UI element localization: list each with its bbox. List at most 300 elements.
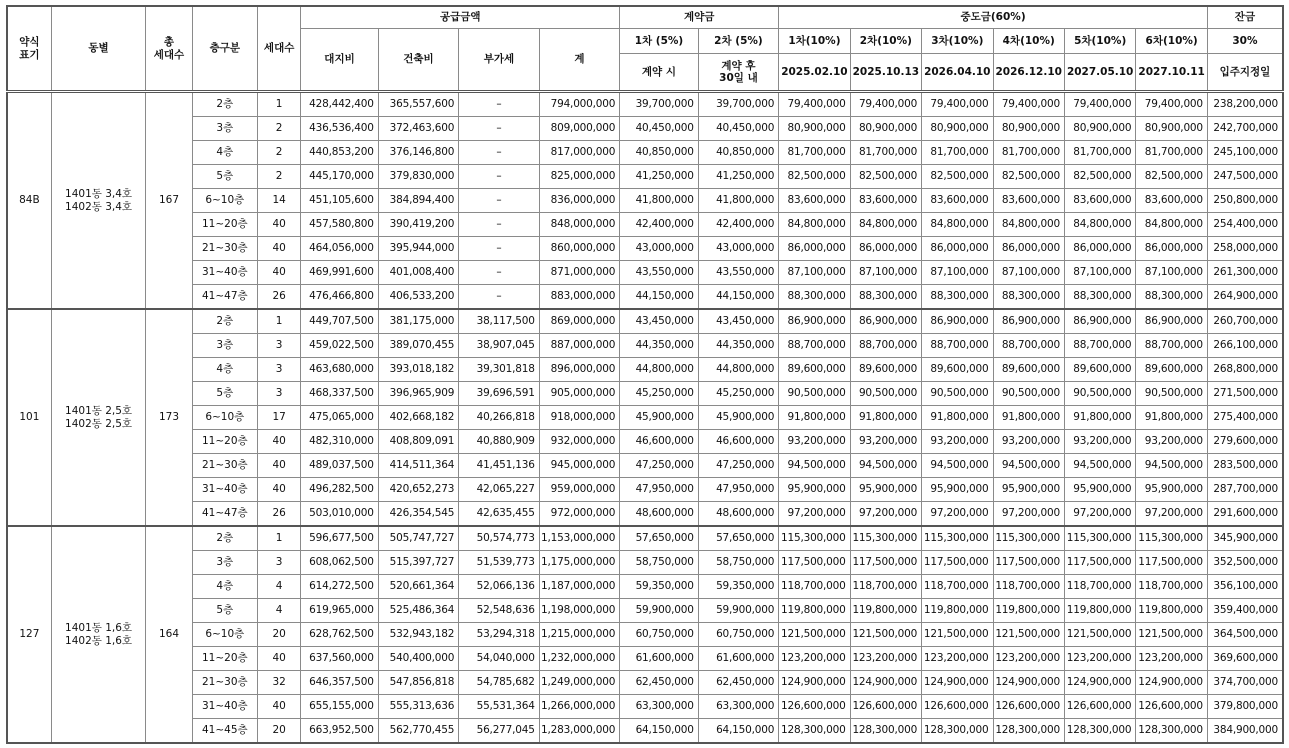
- middle-payment-5-cell: 124,900,000: [1064, 671, 1135, 695]
- floor-cell: 4층: [192, 141, 257, 165]
- contract-1-cell: 64,150,000: [620, 719, 698, 744]
- total-price-cell: 794,000,000: [539, 92, 620, 117]
- middle-payment-2-cell: 91,800,000: [850, 406, 921, 430]
- contract-2-cell: 45,900,000: [698, 406, 778, 430]
- balance-cell: 352,500,000: [1207, 551, 1283, 575]
- floor-cell: 21~30층: [192, 671, 257, 695]
- land-price-cell: 655,155,000: [301, 695, 378, 719]
- total-price-cell: 972,000,000: [539, 502, 620, 527]
- floor-cell: 5층: [192, 382, 257, 406]
- land-price-cell: 440,853,200: [301, 141, 378, 165]
- middle-payment-1-cell: 87,100,000: [779, 261, 850, 285]
- middle-payment-2-cell: 115,300,000: [850, 526, 921, 551]
- table-row: [7, 213, 1283, 237]
- middle-payment-1-cell: 115,300,000: [779, 526, 850, 551]
- middle-payment-4-cell: 91,800,000: [993, 406, 1064, 430]
- middle-payment-5-cell: 88,300,000: [1064, 285, 1135, 310]
- contract-2-cell: 41,250,000: [698, 165, 778, 189]
- middle-payment-6-cell: 94,500,000: [1136, 454, 1208, 478]
- floor-cell: 31~40층: [192, 695, 257, 719]
- middle-payment-5-cell: 84,800,000: [1064, 213, 1135, 237]
- land-price-cell: 482,310,000: [301, 430, 378, 454]
- units-cell: 4: [258, 575, 301, 599]
- middle-payment-5-cell: 80,900,000: [1064, 117, 1135, 141]
- land-price-cell: 463,680,000: [301, 358, 378, 382]
- total-price-cell: 848,000,000: [539, 213, 620, 237]
- header-middle-5: 5차(10%): [1064, 29, 1135, 54]
- contract-2-cell: 41,800,000: [698, 189, 778, 213]
- header-contract-1: 1차 (5%): [620, 29, 698, 54]
- total-price-cell: 945,000,000: [539, 454, 620, 478]
- contract-2-cell: 43,000,000: [698, 237, 778, 261]
- units-cell: 40: [258, 213, 301, 237]
- middle-payment-3-cell: 97,200,000: [922, 502, 993, 527]
- contract-1-cell: 61,600,000: [620, 647, 698, 671]
- header-middle-date-5: 2027.05.10: [1064, 54, 1135, 92]
- balance-cell: 258,000,000: [1207, 237, 1283, 261]
- header-units: 세대수: [258, 6, 301, 92]
- middle-payment-6-cell: 86,900,000: [1136, 309, 1208, 334]
- middle-payment-1-cell: 93,200,000: [779, 430, 850, 454]
- middle-payment-3-cell: 94,500,000: [922, 454, 993, 478]
- units-cell: 1: [258, 92, 301, 117]
- header-total-units: 총 세대수: [146, 6, 192, 92]
- total-price-cell: 1,232,000,000: [539, 647, 620, 671]
- middle-payment-5-cell: 79,400,000: [1064, 92, 1135, 117]
- table-row: [7, 599, 1283, 623]
- middle-payment-3-cell: 89,600,000: [922, 358, 993, 382]
- middle-payment-4-cell: 87,100,000: [993, 261, 1064, 285]
- dong-line: 1402동 2,5호: [65, 417, 133, 430]
- land-price-cell: 637,560,000: [301, 647, 378, 671]
- header-total: 계: [539, 29, 620, 92]
- table-row: [7, 309, 1283, 334]
- middle-payment-6-cell: 128,300,000: [1136, 719, 1208, 744]
- header-balance-when: 입주지정일: [1207, 54, 1283, 92]
- vat-cell: 38,117,500: [459, 309, 539, 334]
- middle-payment-1-cell: 91,800,000: [779, 406, 850, 430]
- land-price-cell: 436,536,400: [301, 117, 378, 141]
- contract-2-cell: 45,250,000: [698, 382, 778, 406]
- middle-payment-4-cell: 90,500,000: [993, 382, 1064, 406]
- middle-payment-3-cell: 88,300,000: [922, 285, 993, 310]
- middle-payment-3-cell: 118,700,000: [922, 575, 993, 599]
- middle-payment-4-cell: 94,500,000: [993, 454, 1064, 478]
- total-price-cell: 1,215,000,000: [539, 623, 620, 647]
- total-price-cell: 883,000,000: [539, 285, 620, 310]
- contract-2-cell: 63,300,000: [698, 695, 778, 719]
- floor-cell: 31~40층: [192, 478, 257, 502]
- floor-cell: 31~40층: [192, 261, 257, 285]
- floor-cell: 3층: [192, 334, 257, 358]
- total-price-cell: 860,000,000: [539, 237, 620, 261]
- unit-type-cell: 84B: [7, 92, 51, 310]
- table-row: [7, 237, 1283, 261]
- table-row: [7, 141, 1283, 165]
- contract-2-cell: 40,850,000: [698, 141, 778, 165]
- middle-payment-2-cell: 89,600,000: [850, 358, 921, 382]
- middle-payment-3-cell: 123,200,000: [922, 647, 993, 671]
- floor-cell: 4층: [192, 575, 257, 599]
- building-price-cell: 555,313,636: [378, 695, 458, 719]
- land-price-cell: 428,442,400: [301, 92, 378, 117]
- units-cell: 40: [258, 430, 301, 454]
- building-price-cell: 384,894,400: [378, 189, 458, 213]
- building-price-cell: 532,943,182: [378, 623, 458, 647]
- middle-payment-2-cell: 95,900,000: [850, 478, 921, 502]
- vat-cell: –: [459, 92, 539, 117]
- table-row: [7, 478, 1283, 502]
- balance-cell: 264,900,000: [1207, 285, 1283, 310]
- floor-cell: 21~30층: [192, 237, 257, 261]
- header-contract-1-when: 계약 시: [620, 54, 698, 92]
- middle-payment-3-cell: 81,700,000: [922, 141, 993, 165]
- land-price-cell: 489,037,500: [301, 454, 378, 478]
- balance-cell: 369,600,000: [1207, 647, 1283, 671]
- middle-payment-1-cell: 117,500,000: [779, 551, 850, 575]
- total-price-cell: 869,000,000: [539, 309, 620, 334]
- header-contract-2: 2차 (5%): [698, 29, 778, 54]
- vat-cell: 39,301,818: [459, 358, 539, 382]
- header-middle-date-6: 2027.10.11: [1136, 54, 1208, 92]
- middle-payment-1-cell: 82,500,000: [779, 165, 850, 189]
- vat-cell: 41,451,136: [459, 454, 539, 478]
- middle-payment-1-cell: 118,700,000: [779, 575, 850, 599]
- middle-payment-5-cell: 82,500,000: [1064, 165, 1135, 189]
- table-row: [7, 117, 1283, 141]
- middle-payment-1-cell: 126,600,000: [779, 695, 850, 719]
- units-cell: 3: [258, 551, 301, 575]
- unit-type-cell: 127: [7, 526, 51, 743]
- middle-payment-2-cell: 90,500,000: [850, 382, 921, 406]
- balance-cell: 384,900,000: [1207, 719, 1283, 744]
- contract-1-cell: 42,400,000: [620, 213, 698, 237]
- table-row: [7, 334, 1283, 358]
- middle-payment-5-cell: 93,200,000: [1064, 430, 1135, 454]
- vat-cell: 39,696,591: [459, 382, 539, 406]
- contract-2-cell: 40,450,000: [698, 117, 778, 141]
- contract-2-cell: 43,450,000: [698, 309, 778, 334]
- vat-cell: 53,294,318: [459, 623, 539, 647]
- land-price-cell: 469,991,600: [301, 261, 378, 285]
- supply-price-table: [6, 5, 1284, 744]
- middle-payment-5-cell: 90,500,000: [1064, 382, 1135, 406]
- building-price-cell: 389,070,455: [378, 334, 458, 358]
- middle-payment-6-cell: 90,500,000: [1136, 382, 1208, 406]
- middle-payment-6-cell: 123,200,000: [1136, 647, 1208, 671]
- balance-cell: 268,800,000: [1207, 358, 1283, 382]
- middle-payment-6-cell: 89,600,000: [1136, 358, 1208, 382]
- middle-payment-6-cell: 87,100,000: [1136, 261, 1208, 285]
- middle-payment-2-cell: 86,000,000: [850, 237, 921, 261]
- units-cell: 32: [258, 671, 301, 695]
- middle-payment-3-cell: 80,900,000: [922, 117, 993, 141]
- header-middle-2: 2차(10%): [850, 29, 921, 54]
- dong-cell: [51, 526, 146, 743]
- contract-1-cell: 40,450,000: [620, 117, 698, 141]
- contract-2-cell: 62,450,000: [698, 671, 778, 695]
- table-row: [7, 261, 1283, 285]
- units-cell: 20: [258, 719, 301, 744]
- units-cell: 40: [258, 695, 301, 719]
- middle-payment-4-cell: 84,800,000: [993, 213, 1064, 237]
- middle-payment-2-cell: 87,100,000: [850, 261, 921, 285]
- header-middle-date-2: 2025.10.13: [850, 54, 921, 92]
- vat-cell: 55,531,364: [459, 695, 539, 719]
- middle-payment-3-cell: 87,100,000: [922, 261, 993, 285]
- middle-payment-4-cell: 121,500,000: [993, 623, 1064, 647]
- floor-cell: 4층: [192, 358, 257, 382]
- middle-payment-2-cell: 119,800,000: [850, 599, 921, 623]
- total-price-cell: 1,175,000,000: [539, 551, 620, 575]
- middle-payment-3-cell: 79,400,000: [922, 92, 993, 117]
- balance-cell: 345,900,000: [1207, 526, 1283, 551]
- contract-1-cell: 59,900,000: [620, 599, 698, 623]
- land-price-cell: 663,952,500: [301, 719, 378, 744]
- building-price-cell: 401,008,400: [378, 261, 458, 285]
- middle-payment-5-cell: 117,500,000: [1064, 551, 1135, 575]
- balance-cell: 374,700,000: [1207, 671, 1283, 695]
- contract-2-cell: 43,550,000: [698, 261, 778, 285]
- middle-payment-1-cell: 86,000,000: [779, 237, 850, 261]
- land-price-cell: 451,105,600: [301, 189, 378, 213]
- contract-1-cell: 57,650,000: [620, 526, 698, 551]
- middle-payment-1-cell: 123,200,000: [779, 647, 850, 671]
- contract-1-cell: 41,800,000: [620, 189, 698, 213]
- middle-payment-3-cell: 126,600,000: [922, 695, 993, 719]
- contract-1-cell: 44,150,000: [620, 285, 698, 310]
- middle-payment-1-cell: 119,800,000: [779, 599, 850, 623]
- contract-2-cell: 59,900,000: [698, 599, 778, 623]
- contract-2-cell: 61,600,000: [698, 647, 778, 671]
- header-land: 대지비: [301, 29, 378, 92]
- contract-1-cell: 43,450,000: [620, 309, 698, 334]
- contract-1-cell: 44,800,000: [620, 358, 698, 382]
- floor-cell: 6~10층: [192, 406, 257, 430]
- middle-payment-2-cell: 124,900,000: [850, 671, 921, 695]
- land-price-cell: 449,707,500: [301, 309, 378, 334]
- contract-1-cell: 45,250,000: [620, 382, 698, 406]
- land-price-cell: 619,965,000: [301, 599, 378, 623]
- table-row: [7, 695, 1283, 719]
- balance-cell: 261,300,000: [1207, 261, 1283, 285]
- floor-cell: 3층: [192, 551, 257, 575]
- vat-cell: 38,907,045: [459, 334, 539, 358]
- total-price-cell: 871,000,000: [539, 261, 620, 285]
- units-cell: 3: [258, 358, 301, 382]
- middle-payment-1-cell: 84,800,000: [779, 213, 850, 237]
- middle-payment-6-cell: 93,200,000: [1136, 430, 1208, 454]
- building-price-cell: 393,018,182: [378, 358, 458, 382]
- units-cell: 40: [258, 237, 301, 261]
- balance-cell: 254,400,000: [1207, 213, 1283, 237]
- dong-line: 1401동 2,5호: [65, 405, 133, 418]
- middle-payment-5-cell: 115,300,000: [1064, 526, 1135, 551]
- middle-payment-5-cell: 121,500,000: [1064, 623, 1135, 647]
- middle-payment-4-cell: 123,200,000: [993, 647, 1064, 671]
- middle-payment-5-cell: 86,900,000: [1064, 309, 1135, 334]
- vat-cell: –: [459, 261, 539, 285]
- contract-1-cell: 45,900,000: [620, 406, 698, 430]
- building-price-cell: 376,146,800: [378, 141, 458, 165]
- total-price-cell: 1,266,000,000: [539, 695, 620, 719]
- land-price-cell: 646,357,500: [301, 671, 378, 695]
- middle-payment-3-cell: 86,000,000: [922, 237, 993, 261]
- vat-cell: 40,266,818: [459, 406, 539, 430]
- building-price-cell: 408,809,091: [378, 430, 458, 454]
- balance-cell: 359,400,000: [1207, 599, 1283, 623]
- units-cell: 20: [258, 623, 301, 647]
- vat-cell: –: [459, 117, 539, 141]
- table-row: [7, 285, 1283, 310]
- vat-cell: 52,066,136: [459, 575, 539, 599]
- middle-payment-1-cell: 83,600,000: [779, 189, 850, 213]
- building-price-cell: 381,175,000: [378, 309, 458, 334]
- header-supply-price: 공급금액: [301, 6, 620, 29]
- table-row: [7, 551, 1283, 575]
- building-price-cell: 540,400,000: [378, 647, 458, 671]
- floor-cell: 11~20층: [192, 213, 257, 237]
- contract-1-cell: 63,300,000: [620, 695, 698, 719]
- total-price-cell: 825,000,000: [539, 165, 620, 189]
- building-price-cell: 406,533,200: [378, 285, 458, 310]
- balance-cell: 287,700,000: [1207, 478, 1283, 502]
- middle-payment-1-cell: 81,700,000: [779, 141, 850, 165]
- units-cell: 2: [258, 165, 301, 189]
- middle-payment-5-cell: 88,700,000: [1064, 334, 1135, 358]
- header-middle-4: 4차(10%): [993, 29, 1064, 54]
- total-units-cell: 164: [146, 526, 192, 743]
- middle-payment-1-cell: 97,200,000: [779, 502, 850, 527]
- vat-cell: 56,277,045: [459, 719, 539, 744]
- contract-2-cell: 44,350,000: [698, 334, 778, 358]
- vat-cell: –: [459, 141, 539, 165]
- middle-payment-3-cell: 119,800,000: [922, 599, 993, 623]
- table-row: [7, 671, 1283, 695]
- middle-payment-2-cell: 118,700,000: [850, 575, 921, 599]
- floor-cell: 41~47층: [192, 285, 257, 310]
- middle-payment-6-cell: 124,900,000: [1136, 671, 1208, 695]
- middle-payment-1-cell: 88,700,000: [779, 334, 850, 358]
- contract-2-cell: 58,750,000: [698, 551, 778, 575]
- vat-cell: 54,040,000: [459, 647, 539, 671]
- middle-payment-5-cell: 119,800,000: [1064, 599, 1135, 623]
- middle-payment-6-cell: 91,800,000: [1136, 406, 1208, 430]
- contract-2-cell: 57,650,000: [698, 526, 778, 551]
- contract-2-cell: 47,250,000: [698, 454, 778, 478]
- units-cell: 2: [258, 117, 301, 141]
- dong-cell: [51, 309, 146, 526]
- vat-cell: 50,574,773: [459, 526, 539, 551]
- middle-payment-6-cell: 126,600,000: [1136, 695, 1208, 719]
- middle-payment-6-cell: 80,900,000: [1136, 117, 1208, 141]
- header-middle-6: 6차(10%): [1136, 29, 1208, 54]
- middle-payment-5-cell: 95,900,000: [1064, 478, 1135, 502]
- vat-cell: 52,548,636: [459, 599, 539, 623]
- contract-1-cell: 47,250,000: [620, 454, 698, 478]
- middle-payment-2-cell: 117,500,000: [850, 551, 921, 575]
- dong-line: 1401동 1,6호: [65, 622, 133, 635]
- floor-cell: 5층: [192, 599, 257, 623]
- balance-cell: 275,400,000: [1207, 406, 1283, 430]
- middle-payment-4-cell: 115,300,000: [993, 526, 1064, 551]
- middle-payment-4-cell: 95,900,000: [993, 478, 1064, 502]
- middle-payment-4-cell: 128,300,000: [993, 719, 1064, 744]
- floor-cell: 11~20층: [192, 647, 257, 671]
- contract-2-cell: 44,150,000: [698, 285, 778, 310]
- middle-payment-4-cell: 80,900,000: [993, 117, 1064, 141]
- land-price-cell: 445,170,000: [301, 165, 378, 189]
- building-price-cell: 515,397,727: [378, 551, 458, 575]
- middle-payment-6-cell: 118,700,000: [1136, 575, 1208, 599]
- middle-payment-2-cell: 84,800,000: [850, 213, 921, 237]
- building-price-cell: 420,652,273: [378, 478, 458, 502]
- middle-payment-4-cell: 83,600,000: [993, 189, 1064, 213]
- table-row: [7, 382, 1283, 406]
- floor-cell: 2층: [192, 526, 257, 551]
- dong-line: 1402동 3,4호: [65, 200, 133, 213]
- middle-payment-1-cell: 88,300,000: [779, 285, 850, 310]
- middle-payment-6-cell: 88,700,000: [1136, 334, 1208, 358]
- middle-payment-3-cell: 86,900,000: [922, 309, 993, 334]
- units-cell: 3: [258, 382, 301, 406]
- middle-payment-4-cell: 82,500,000: [993, 165, 1064, 189]
- contract-2-cell: 42,400,000: [698, 213, 778, 237]
- middle-payment-2-cell: 80,900,000: [850, 117, 921, 141]
- middle-payment-6-cell: 79,400,000: [1136, 92, 1208, 117]
- middle-payment-1-cell: 86,900,000: [779, 309, 850, 334]
- floor-cell: 5층: [192, 165, 257, 189]
- middle-payment-2-cell: 88,700,000: [850, 334, 921, 358]
- header-middle-date-3: 2026.04.10: [922, 54, 993, 92]
- units-cell: 40: [258, 454, 301, 478]
- land-price-cell: 464,056,000: [301, 237, 378, 261]
- middle-payment-4-cell: 86,900,000: [993, 309, 1064, 334]
- contract-2-cell: 44,800,000: [698, 358, 778, 382]
- units-cell: 40: [258, 261, 301, 285]
- floor-cell: 21~30층: [192, 454, 257, 478]
- middle-payment-4-cell: 97,200,000: [993, 502, 1064, 527]
- middle-payment-4-cell: 124,900,000: [993, 671, 1064, 695]
- floor-cell: 2층: [192, 92, 257, 117]
- floor-cell: 3층: [192, 117, 257, 141]
- contract-2-cell: 64,150,000: [698, 719, 778, 744]
- middle-payment-5-cell: 91,800,000: [1064, 406, 1135, 430]
- middle-payment-6-cell: 88,300,000: [1136, 285, 1208, 310]
- units-cell: 2: [258, 141, 301, 165]
- contract-1-cell: 44,350,000: [620, 334, 698, 358]
- middle-payment-5-cell: 123,200,000: [1064, 647, 1135, 671]
- balance-cell: 242,700,000: [1207, 117, 1283, 141]
- middle-payment-3-cell: 91,800,000: [922, 406, 993, 430]
- contract-2-cell: 60,750,000: [698, 623, 778, 647]
- middle-payment-6-cell: 115,300,000: [1136, 526, 1208, 551]
- vat-cell: 51,539,773: [459, 551, 539, 575]
- contract-1-cell: 46,600,000: [620, 430, 698, 454]
- vat-cell: 42,065,227: [459, 478, 539, 502]
- building-price-cell: 379,830,000: [378, 165, 458, 189]
- middle-payment-4-cell: 126,600,000: [993, 695, 1064, 719]
- total-price-cell: 959,000,000: [539, 478, 620, 502]
- balance-cell: 238,200,000: [1207, 92, 1283, 117]
- contract-2-cell: 46,600,000: [698, 430, 778, 454]
- vat-cell: –: [459, 189, 539, 213]
- total-price-cell: 887,000,000: [539, 334, 620, 358]
- middle-payment-1-cell: 94,500,000: [779, 454, 850, 478]
- table-row: [7, 165, 1283, 189]
- balance-cell: 260,700,000: [1207, 309, 1283, 334]
- middle-payment-4-cell: 117,500,000: [993, 551, 1064, 575]
